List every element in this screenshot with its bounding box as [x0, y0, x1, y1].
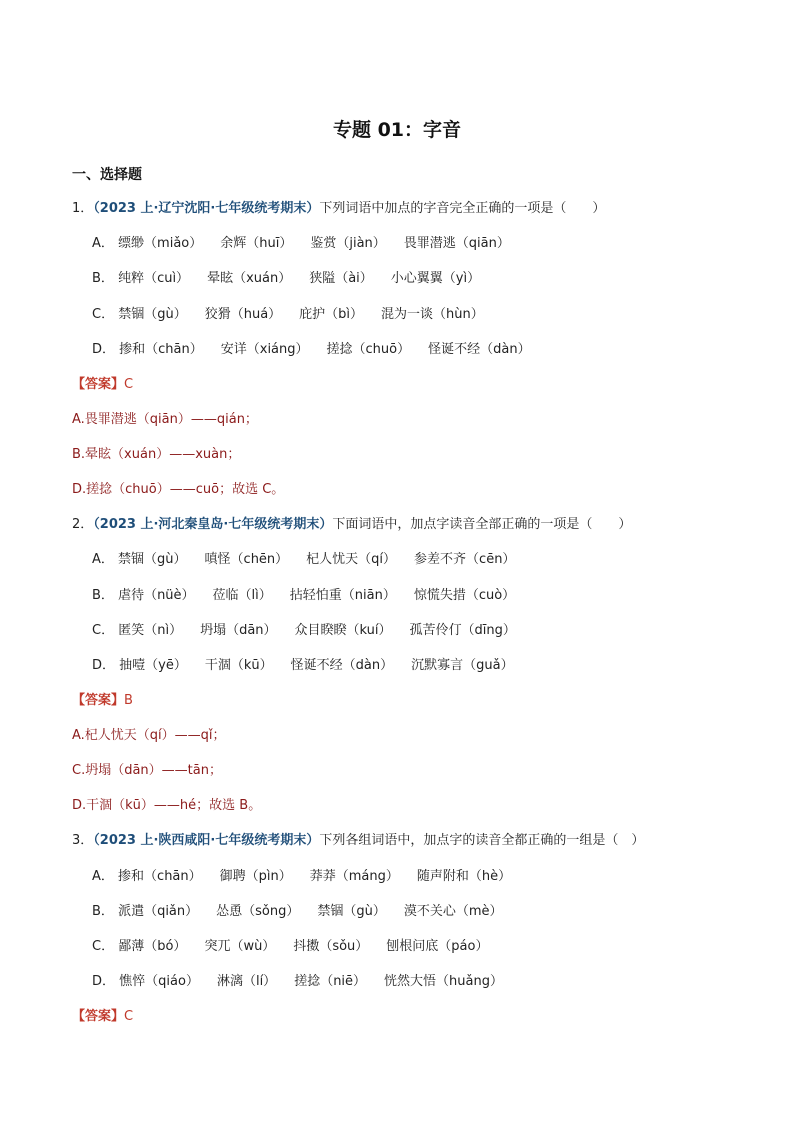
question-3-option-a	[92, 868, 529, 886]
question-source: （2023 上·河北秦皇岛·七年级统考期末）	[93, 517, 333, 532]
question-number: 1．	[72, 201, 94, 216]
question-2-explanation-1: A.杞人忧天（qí）——qǐ；	[72, 728, 226, 743]
answer-label: 【答案】	[72, 377, 125, 392]
option-word: 漠不关心（mè）	[403, 904, 503, 919]
option-word: 憔悴（qiáo）	[119, 974, 199, 989]
option-word: 晕眩（xuán）	[207, 271, 292, 286]
option-word: 掺和（chān）	[119, 342, 203, 357]
option-word: 禁锢（gù）	[118, 552, 187, 567]
question-number: 3．	[72, 833, 94, 848]
question-2-explanation-2: C.坍塌（dān）——tān；	[72, 763, 222, 778]
option-label: A．	[92, 236, 114, 251]
question-text: 下面词语中，加点字读音全部正确的一项是（ ）	[332, 517, 632, 532]
option-label: D．	[92, 658, 116, 673]
answer-label: 【答案】	[72, 693, 125, 708]
option-word: 狡猾（huá）	[204, 307, 282, 322]
option-word: 御聘（pìn）	[219, 869, 292, 884]
option-word: 小心翼翼（yì）	[390, 271, 481, 286]
option-word: 缥缈（miǎo）	[118, 236, 203, 251]
question-2-stem	[72, 516, 631, 534]
option-word: 突兀（wù）	[204, 939, 276, 954]
option-word: 沉默寡言（guǎ）	[411, 658, 514, 673]
question-2-option-d	[92, 657, 532, 675]
question-source: （2023 上·陕西咸阳·七年级统考期末）	[93, 833, 320, 848]
option-word: 鄙薄（bó）	[118, 939, 187, 954]
question-1-explanation-1: A.畏罪潜逃（qiān）——qián；	[72, 412, 258, 427]
option-word: 怪诞不经（dàn）	[290, 658, 394, 673]
option-word: 淋漓（lí）	[216, 974, 277, 989]
question-1-answer	[72, 376, 133, 394]
option-label: C．	[92, 939, 115, 954]
option-word: 干涸（kū）	[204, 658, 273, 673]
option-word: 掺和（chān）	[118, 869, 202, 884]
option-word: 搓捻（niē）	[294, 974, 367, 989]
question-3-answer	[72, 1008, 133, 1026]
option-word: 众目睽睽（kuí）	[294, 623, 392, 638]
option-word: 匿笑（nì）	[118, 623, 183, 638]
question-3-option-c	[92, 938, 506, 956]
option-word: 虐待（nüè）	[118, 588, 195, 603]
option-label: A．	[92, 552, 114, 567]
option-word: 杞人忧天（qí）	[306, 552, 397, 567]
question-2-option-b	[92, 587, 533, 605]
option-word: 坍塌（dān）	[200, 623, 277, 638]
option-word: 随声附和（hè）	[416, 869, 512, 884]
option-word: 拈轻怕重（niān）	[289, 588, 396, 603]
option-label: C．	[92, 307, 115, 322]
question-text: 下列词语中加点的字音完全正确的一项是（ ）	[319, 201, 606, 216]
question-1-option-a	[92, 235, 528, 253]
option-word: 禁锢（gù）	[317, 904, 386, 919]
option-word: 抖擞（sǒu）	[293, 939, 369, 954]
option-word: 鉴赏（jiàn）	[310, 236, 386, 251]
option-label: A．	[92, 869, 114, 884]
answer-value: C	[124, 377, 134, 392]
option-word: 混为一谈（hùn）	[381, 307, 484, 322]
section-heading: 一、选择题	[72, 167, 142, 183]
question-3-option-b	[92, 903, 521, 921]
option-word: 莅临（lì）	[212, 588, 272, 603]
question-2-answer	[72, 692, 133, 710]
option-word: 安详（xiáng）	[220, 342, 309, 357]
option-label: D．	[92, 974, 116, 989]
option-label: B．	[92, 271, 114, 286]
question-text: 下列各组词语中，加点字的读音全都正确的一组是（ ）	[319, 833, 645, 848]
option-label: B．	[92, 588, 114, 603]
question-source: （2023 上·辽宁沈阳·七年级统考期末）	[93, 201, 320, 216]
question-1-stem	[72, 200, 605, 218]
option-word: 孤苦伶仃（dīng）	[409, 623, 516, 638]
answer-label: 【答案】	[72, 1009, 125, 1024]
option-label: B．	[92, 904, 114, 919]
option-word: 纯粹（cuì）	[118, 271, 190, 286]
question-1-option-c	[92, 306, 502, 324]
option-word: 余辉（huī）	[220, 236, 293, 251]
option-word: 抽噎（yē）	[119, 658, 187, 673]
option-word: 庇护（bì）	[299, 307, 364, 322]
option-word: 嗔怪（chēn）	[204, 552, 289, 567]
question-1-option-d	[92, 341, 549, 359]
option-word: 派遣（qiǎn）	[118, 904, 199, 919]
option-word: 怪诞不经（dàn）	[428, 342, 531, 357]
question-1-explanation-2: B.晕眩（xuán）——xuàn；	[72, 447, 241, 462]
option-word: 恍然大悟（huǎng）	[384, 974, 503, 989]
option-word: 搓捻（chuō）	[326, 342, 411, 357]
question-number: 2．	[72, 517, 94, 532]
question-1-option-b	[92, 270, 498, 288]
option-word: 禁锢（gù）	[118, 307, 187, 322]
question-2-explanation-3: D.干涸（kū）——hé；故选 B。	[72, 798, 262, 813]
question-3-stem	[72, 832, 644, 850]
option-word: 狭隘（ài）	[309, 271, 373, 286]
option-label: C．	[92, 623, 115, 638]
question-1-explanation-3: D.搓捻（chuō）——cuō；故选 C。	[72, 482, 285, 497]
option-word: 参差不齐（cēn）	[414, 552, 516, 567]
answer-value: B	[124, 693, 133, 708]
option-word: 莽莽（máng）	[309, 869, 399, 884]
question-3-option-d	[92, 973, 521, 991]
option-word: 刨根问底（páo）	[386, 939, 489, 954]
question-2-option-a	[92, 551, 533, 569]
option-word: 畏罪潜逃（qiān）	[403, 236, 510, 251]
option-word: 惊慌失措（cuò）	[413, 588, 516, 603]
option-label: D．	[92, 342, 116, 357]
option-word: 怂恿（sǒng）	[216, 904, 300, 919]
answer-value: C	[124, 1009, 134, 1024]
page-title: 专题 01：字音	[332, 119, 462, 141]
question-2-option-c	[92, 622, 534, 640]
